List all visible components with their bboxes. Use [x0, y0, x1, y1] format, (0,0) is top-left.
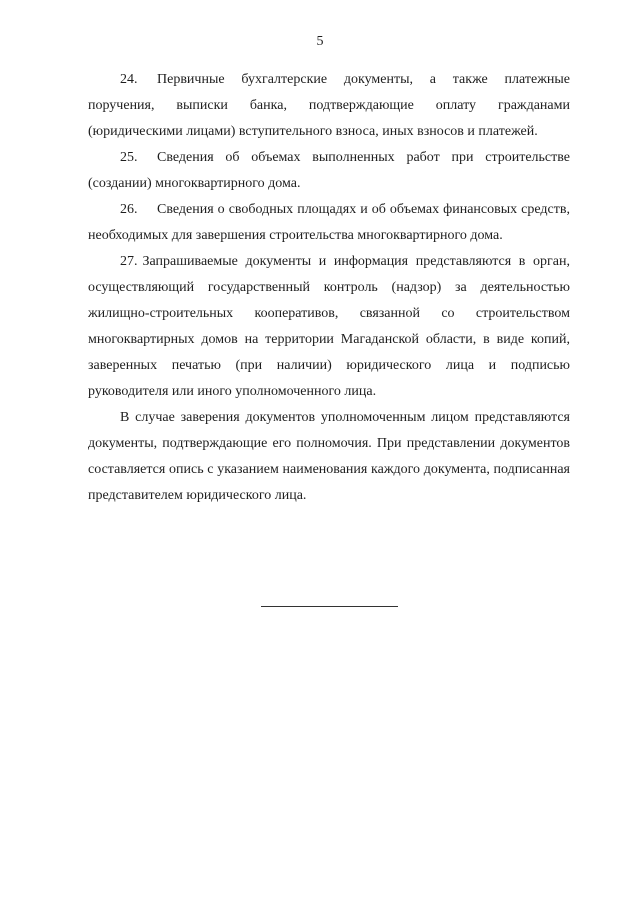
paragraph-text: Сведения об объемах выполненных работ при строительстве (создании) многоквартирного дома. [88, 150, 570, 191]
paragraph-number: 25. [120, 150, 138, 165]
paragraph-certification [88, 405, 570, 509]
page-number: 5 [316, 34, 324, 49]
paragraph-27 [88, 249, 570, 405]
document-body [88, 67, 570, 509]
paragraph-26 [88, 197, 570, 249]
end-divider-line [261, 606, 398, 607]
paragraph-text: В случае заверения документов уполномоченным лицом представляются документы, подтверждающие его полномочия. При представлении документов составляется опись с указанием наименования каждого документа, подписанная представителем юридического лица. [88, 410, 570, 503]
paragraph-text: Запрашиваемые документы и информация представляются в орган, осуществляющий государственный контроль (надзор) за деятельностью жилищно-строительных кооперативов, связанной со строительством многоквартирных домов на территории Магаданской области, в виде копий, заверенных печатью (при наличии) юридического лица и подписью руководителя или иного уполномоченного лица. [88, 254, 570, 399]
paragraph-24 [88, 67, 570, 145]
paragraph-number: 27. [120, 254, 138, 269]
paragraph-number: 24. [120, 72, 138, 87]
paragraph-text: Первичные бухгалтерские документы, а также платежные поручения, выписки банка, подтверждающие оплату гражданами (юридическими лицами) вступительного взноса, иных взносов и платежей. [88, 72, 570, 139]
paragraph-25 [88, 145, 570, 197]
paragraph-text: Сведения о свободных площадях и об объемах финансовых средств, необходимых для завершения строительства многоквартирного дома. [88, 202, 570, 243]
paragraph-number: 26. [120, 202, 138, 217]
